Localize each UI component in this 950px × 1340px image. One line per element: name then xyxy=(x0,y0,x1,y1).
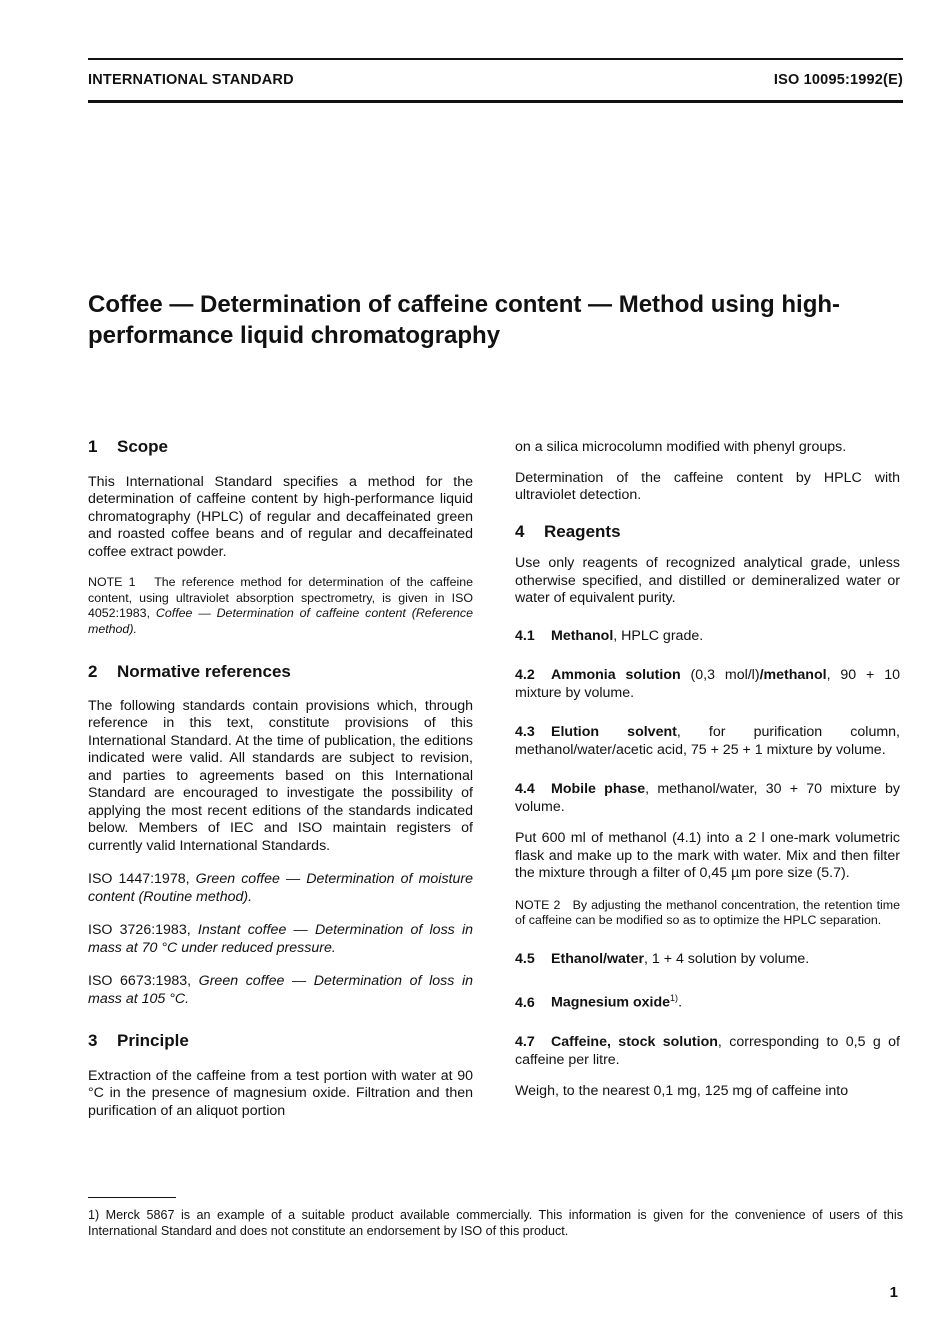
clause-term: Ammonia solution xyxy=(551,667,681,683)
reference-title: Green coffee — Determination of moisture content (Routine method). xyxy=(88,871,474,905)
scope-paragraph: This International Standard specifies a method for the determination of caffeine content by high-performance liquid chromatography (HPLC) of regular and decaffeinated green and roasted coffee beans and of regular and decaffeinated coffee extract powder. xyxy=(88,473,473,560)
clause-number: 4.2 xyxy=(515,667,535,683)
footnote-marker: 1) xyxy=(670,993,679,1003)
clause-text: , corresponding to 0,5 g of caffeine per litre. xyxy=(515,1034,900,1068)
clause-4-6 xyxy=(515,990,900,1012)
stock-solution-paragraph: Weigh, to the nearest 0,1 mg, 125 mg of caffeine into xyxy=(515,1083,849,1100)
clause-text: , methanol/water, 30 + 70 mixture by volume. xyxy=(515,781,901,815)
clause-text: , HPLC grade. xyxy=(613,627,704,644)
mobile-phase-paragraph: Put 600 ml of methanol (4.1) into a 2 l one-mark volumetric flask and make up to the mark with water. Mix and then filter the mixture through a filter of 0,45 µm pore size (5.7). xyxy=(515,830,900,881)
clause-4-3 xyxy=(515,724,900,759)
section-number: 1 xyxy=(88,437,98,456)
clause-term: Mobile phase xyxy=(551,781,646,797)
clause-number: 4.4 xyxy=(515,781,535,797)
reference-code: ISO 3726:1983, xyxy=(88,922,191,938)
section-number: 4 xyxy=(515,521,525,541)
document-title: Coffee — Determination of caffeine content — Method using high-performance liquid chromatography xyxy=(88,291,841,349)
header-right: ISO 10095:1992(E) xyxy=(773,72,903,88)
reagents-intro: Use only reagents of recognized analytical grade, unless otherwise specified, and distilled or demineralized water or water of equivalent purity. xyxy=(515,555,900,606)
section-title: Normative references xyxy=(117,662,291,681)
section-title: Scope xyxy=(117,437,169,456)
header-top-rule xyxy=(88,58,903,60)
clause-4-1 xyxy=(515,628,900,646)
note-text: By adjusting the methanol concentration, the retention time of caffeine can be modified so as to optimize the HPLC separation. xyxy=(515,897,900,927)
clause-term: Caffeine, stock solution xyxy=(551,1034,718,1051)
right-column xyxy=(515,439,900,1101)
header-left: INTERNATIONAL STANDARD xyxy=(88,72,294,88)
clause-number: 4.1 xyxy=(515,627,535,644)
clause-number: 4.5 xyxy=(515,950,535,967)
reference-item xyxy=(88,922,473,957)
normative-paragraph: The following standards contain provisions which, through reference in this text, constitute provisions of this International Standard. At the time of publication, the editions indicated were valid. All standards are subject to revision, and parties to agreements based on this International Standard are encouraged to investigate the possibility of applying the most recent editions of the standards indicated below. Members of IEC and ISO maintain registers of currently valid International Standards. xyxy=(88,697,473,854)
clause-4-7 xyxy=(515,1034,900,1069)
reference-item xyxy=(88,973,473,1008)
section-number: 2 xyxy=(88,662,98,681)
clause-text-2: , 90 + 10 mixture by volume. xyxy=(515,667,900,701)
note-label: NOTE 1 xyxy=(88,575,136,589)
clause-term: Magnesium oxide xyxy=(551,994,671,1011)
reference-title: Instant coffee — Determination of loss in mass at 70 °C under reduced pressure. xyxy=(88,922,474,956)
left-column xyxy=(88,438,473,1120)
clause-term: Elution solvent xyxy=(551,724,677,740)
section-title: Principle xyxy=(117,1031,189,1050)
clause-term: Methanol xyxy=(551,627,614,644)
clause-term-2: /methanol xyxy=(759,667,827,683)
clause-term: Ethanol/water xyxy=(551,950,645,967)
clause-text: . xyxy=(678,994,683,1011)
clause-number: 4.7 xyxy=(515,1034,535,1051)
section-1-heading xyxy=(88,438,473,456)
section-3-heading xyxy=(88,1032,473,1050)
note-text: The reference method for determination of the caffeine content, using ultraviolet absorption spectrometry, is given in ISO 4052:1983, xyxy=(88,575,473,620)
reference-code: ISO 6673:1983, xyxy=(88,973,192,989)
clause-4-5 xyxy=(515,951,900,969)
section-2-heading xyxy=(88,663,473,681)
reference-code: ISO 1447:1978, xyxy=(88,871,190,887)
section-4-heading xyxy=(515,523,900,541)
principle-continuation: on a silica microcolumn modified with phenyl groups. xyxy=(515,439,847,455)
footnote-rule xyxy=(88,1197,176,1198)
reference-item xyxy=(88,871,473,906)
section-number: 3 xyxy=(88,1031,98,1050)
clause-4-2 xyxy=(515,667,900,702)
clause-number: 4.3 xyxy=(515,724,535,740)
clause-number: 4.6 xyxy=(515,994,535,1011)
note-1 xyxy=(88,575,473,637)
footnote: 1) Merck 5867 is an example of a suitable product available commercially. This information is given for the convenience of users of this International Standard and does not constitute an endorsement by ISO of this product. xyxy=(88,1208,903,1238)
note-ref-title: Coffee — Determination of caffeine content (Reference method). xyxy=(88,606,473,636)
principle-paragraph: Extraction of the caffeine from a test portion with water at 90 °C in the presence of magnesium oxide. Filtration and then purification of an aliquot portion xyxy=(88,1067,473,1119)
header-bottom-rule xyxy=(88,100,903,103)
clause-text: , for purification column, methanol/water/acetic acid, 75 + 25 + 1 mixture by volume. xyxy=(515,724,900,758)
clause-4-4 xyxy=(515,781,900,816)
principle-paragraph-2: Determination of the caffeine content by HPLC with ultraviolet detection. xyxy=(515,469,900,503)
section-title: Reagents xyxy=(544,521,621,541)
page-number: 1 xyxy=(889,1284,898,1301)
note-2 xyxy=(515,898,900,929)
note-label: NOTE 2 xyxy=(515,897,561,912)
clause-text: (0,3 mol/l) xyxy=(680,667,760,683)
reference-title: Green coffee — Determination of loss in mass at 105 °C. xyxy=(88,973,473,1007)
clause-text: , 1 + 4 solution by volume. xyxy=(644,950,810,967)
